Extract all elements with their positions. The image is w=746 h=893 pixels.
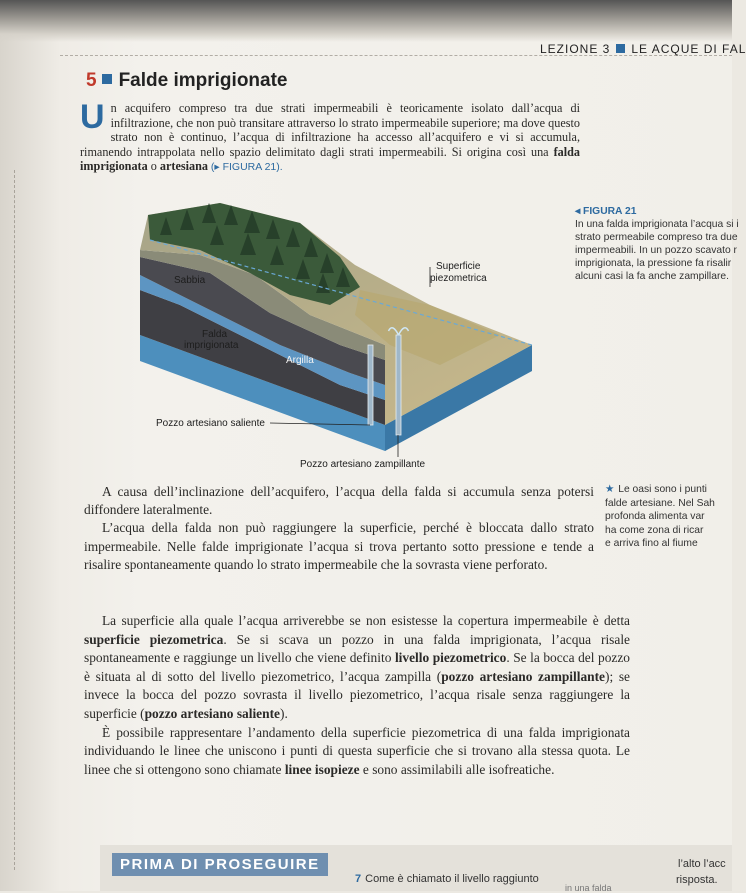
caption-line: imprigionata, la pressione fa risalir bbox=[575, 258, 732, 269]
body-paragraphs-2 bbox=[84, 612, 630, 779]
caption-line: alcuni casi la fa anche zampillare. bbox=[575, 271, 729, 282]
note-line: Le oasi sono i punti bbox=[618, 484, 707, 495]
intro-term-falda: falda imprigionata bbox=[80, 144, 580, 174]
paragraph-3 bbox=[84, 612, 630, 724]
p3-text: . Se la bocca del pozzo è situata al di sotto del livello piezometrico, l’acqua zampilla ( bbox=[84, 650, 630, 684]
question-continuation: in una falda bbox=[565, 883, 612, 893]
term-linee-isopieze: linee isopieze bbox=[284, 761, 360, 777]
well-saliente bbox=[368, 345, 373, 425]
aquifer-illustration bbox=[140, 195, 532, 477]
review-question bbox=[355, 873, 539, 885]
body-paragraphs-1 bbox=[84, 483, 594, 574]
caption-line: In una falda imprigionata l’acqua si i bbox=[575, 219, 739, 230]
p4-text: e sono assimilabili alle isofreatiche. bbox=[359, 761, 555, 777]
header-separator-icon bbox=[616, 44, 625, 53]
label-imprigionata: imprigionata bbox=[184, 340, 239, 351]
label-superficie: Superficie bbox=[436, 261, 481, 272]
caption-title: ◂ FIGURA 21 bbox=[575, 206, 637, 217]
lesson-label: LEZIONE 3 bbox=[540, 42, 611, 56]
section-marker-icon bbox=[102, 74, 112, 84]
page-top-shadow bbox=[0, 0, 732, 42]
sidebar-note bbox=[605, 483, 732, 551]
section-title-text: Falde imprigionate bbox=[118, 70, 288, 91]
p3-text: ); se invece la bocca del pozzo sovrasta il livello piezometrico, l’acqua risale senza raggiungere la superficie ( bbox=[84, 668, 630, 721]
dropcap: U bbox=[80, 98, 105, 136]
prima-di-proseguire-banner: PRIMA DI PROSEGUIRE bbox=[112, 853, 328, 876]
label-falda: Falda bbox=[202, 329, 228, 340]
paragraph-2: L’acqua della falda non può raggiungere la superficie, perché è bloccata dallo strato impermeabile. Nelle falde imprigionate l’acqua si trova pertanto sotto pressione e tende a risalire spontaneamente quando lo strato impermeabile che la sovrasta viene perforato. bbox=[84, 520, 594, 572]
paragraph-1: A causa dell’inclinazione dell’acquifero, l’acqua della falda si accumula senza potersi diffondere lateralmente. bbox=[84, 484, 594, 518]
star-icon: ★ bbox=[605, 484, 615, 495]
label-sabbia: Sabbia bbox=[174, 275, 206, 286]
term-superficie-piezometrica: superficie piezometrica bbox=[84, 631, 224, 647]
section-title bbox=[86, 70, 288, 92]
caption-line: impermeabili. In un pozzo scavato r bbox=[575, 245, 737, 256]
intro-paragraph bbox=[80, 98, 580, 175]
term-pozzo-zampillante: pozzo artesiano zampillante bbox=[441, 668, 606, 684]
term-pozzo-saliente: pozzo artesiano saliente bbox=[144, 705, 280, 721]
term-livello-piezometrico: livello piezometrico bbox=[394, 650, 507, 666]
p4-text: È possibile rappresentare l’andamento della superficie piezometrica di una falda imprigionata individuando le linee che uniscono i punti di questa superficie che si trovano alla stessa quota. Le linee che si ottengono sono chiamate bbox=[84, 724, 630, 777]
p3-text: La superficie alla quale l’acqua arriverebbe se non esistesse la copertura impermeabile è detta bbox=[102, 613, 630, 628]
note-line: falde artesiane. Nel Sah bbox=[605, 497, 715, 509]
question-number: 7 bbox=[355, 873, 362, 885]
label-argilla: Argilla bbox=[286, 355, 314, 366]
note-line: e arriva fino al fiume bbox=[605, 538, 698, 550]
p3-text: ). bbox=[279, 705, 288, 721]
intro-text-or: o bbox=[147, 159, 160, 174]
note-line: profonda alimenta var bbox=[605, 511, 705, 523]
caption-line: strato permeabile compreso tra due bbox=[575, 232, 738, 243]
section-number: 5 bbox=[86, 70, 97, 91]
margin-guide bbox=[14, 170, 15, 870]
label-pozzo-saliente: Pozzo artesiano saliente bbox=[156, 418, 265, 429]
figure-reference[interactable]: (▸ FIGURA 21). bbox=[207, 161, 283, 174]
note-line: ha come zona di ricar bbox=[605, 524, 704, 536]
figure-21-diagram bbox=[140, 195, 532, 477]
well-zampillante bbox=[396, 335, 401, 435]
lesson-header bbox=[540, 42, 746, 56]
right-column-cut: l’alto l’acc bbox=[678, 858, 726, 870]
right-column-cut: risposta. bbox=[676, 874, 718, 886]
paragraph-4 bbox=[84, 724, 630, 780]
label-piezometrica: piezometrica bbox=[430, 273, 487, 284]
label-pozzo-zampillante: Pozzo artesiano zampillante bbox=[300, 459, 426, 470]
question-text: Come è chiamato il livello raggiunto bbox=[365, 873, 539, 885]
figure-caption bbox=[575, 205, 739, 283]
chapter-label: LE ACQUE DI FAL bbox=[631, 42, 746, 56]
intro-term-artesiana: artesiana bbox=[159, 159, 208, 174]
intro-text: n acquifero compreso tra due strati impermeabili è teoricamente isolato dall’acqua di infiltrazione, che non può transitare attraverso lo strato impermeabile superiore; ma dove questo strato non è continuo, l’acqua di infiltrazione ha accesso all’acquifero e vi si accumula, rimanendo intrappolata nello spazio delimitato dagli strati impermeabili. Si origina così una bbox=[80, 101, 580, 159]
p3-text: . Se si scava un pozzo in una falda imprigionata, l’acqua risale spontaneamente e raggiunge un livello che viene definito bbox=[84, 631, 630, 666]
